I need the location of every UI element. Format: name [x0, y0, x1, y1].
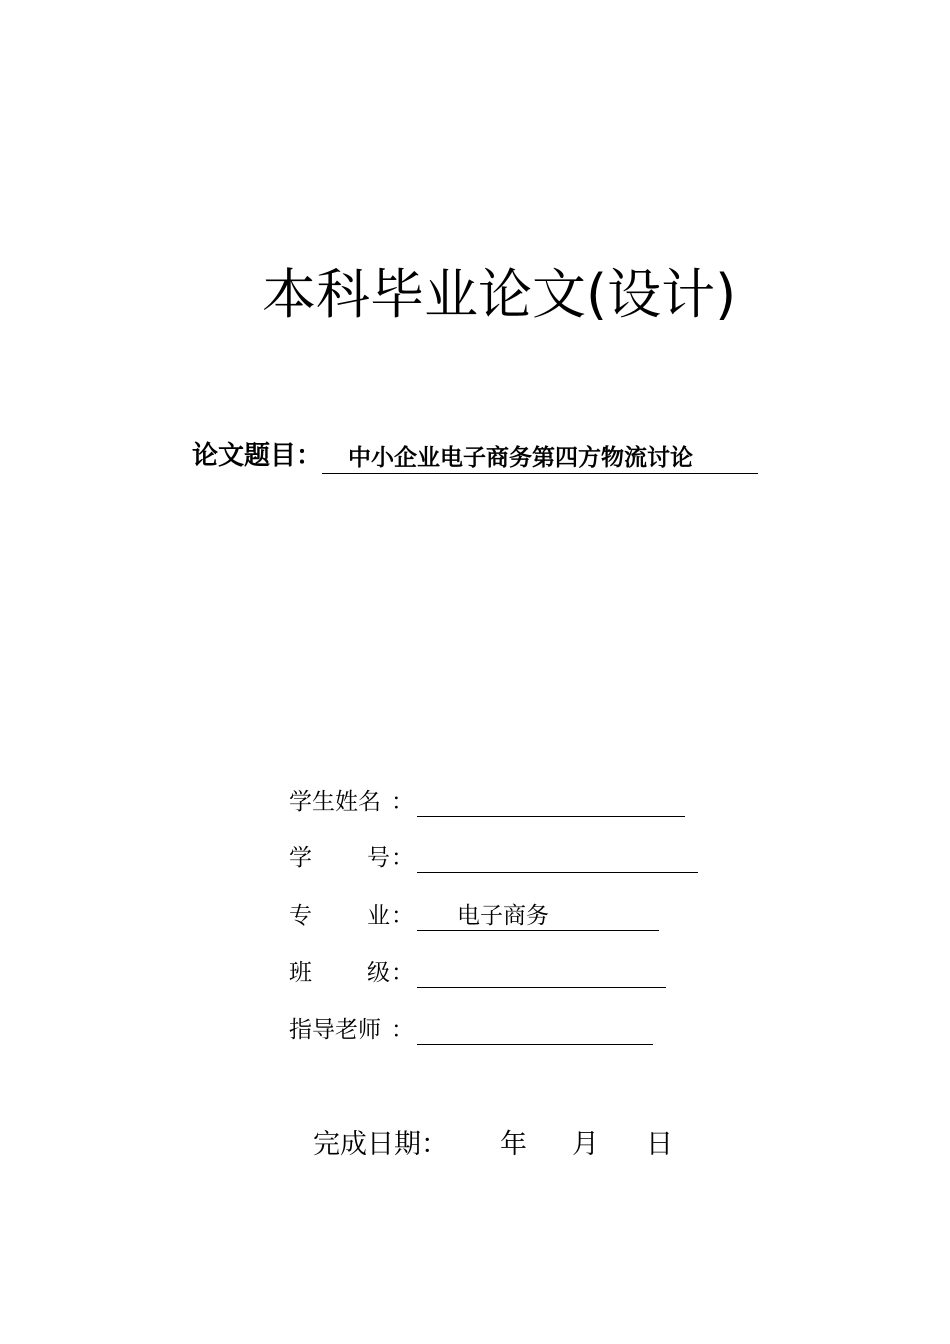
major-value: 电子商务	[457, 903, 549, 929]
completion-date-day: 日	[646, 1129, 673, 1160]
class-field[interactable]	[417, 987, 666, 988]
page-title: 本科毕业论文(设计)	[262, 263, 737, 326]
topic-underline	[322, 441, 758, 474]
advisor-label-text: 指导老师	[289, 1017, 381, 1043]
thesis-topic-row	[192, 438, 758, 474]
student-id-colon: ：	[391, 845, 414, 871]
student-id-label-char-2: 号	[367, 845, 390, 871]
student-id-field[interactable]	[417, 872, 698, 873]
major-colon: ：	[391, 903, 414, 929]
student-id-label-char-1: 学	[289, 845, 312, 871]
class-colon: ：	[391, 960, 414, 986]
topic-label: 论文题目：	[192, 441, 323, 471]
completion-date-label: 完成日期：	[313, 1129, 448, 1160]
completion-date-month: 月	[572, 1129, 599, 1160]
class-label-char-1: 班	[289, 960, 312, 986]
completion-date-year: 年	[500, 1129, 527, 1160]
student-name-label-text: 学生姓名	[289, 789, 381, 815]
class-label-char-2: 级	[367, 960, 390, 986]
advisor-field[interactable]	[417, 1044, 653, 1045]
advisor-colon: ：	[391, 1017, 414, 1043]
topic-value: 中小企业电子商务第四方物流讨论	[348, 445, 694, 471]
student-name-field[interactable]	[417, 816, 685, 817]
student-name-colon: ：	[391, 789, 414, 815]
major-label-char-1: 专	[289, 903, 312, 929]
major-label-char-2: 业	[367, 903, 390, 929]
